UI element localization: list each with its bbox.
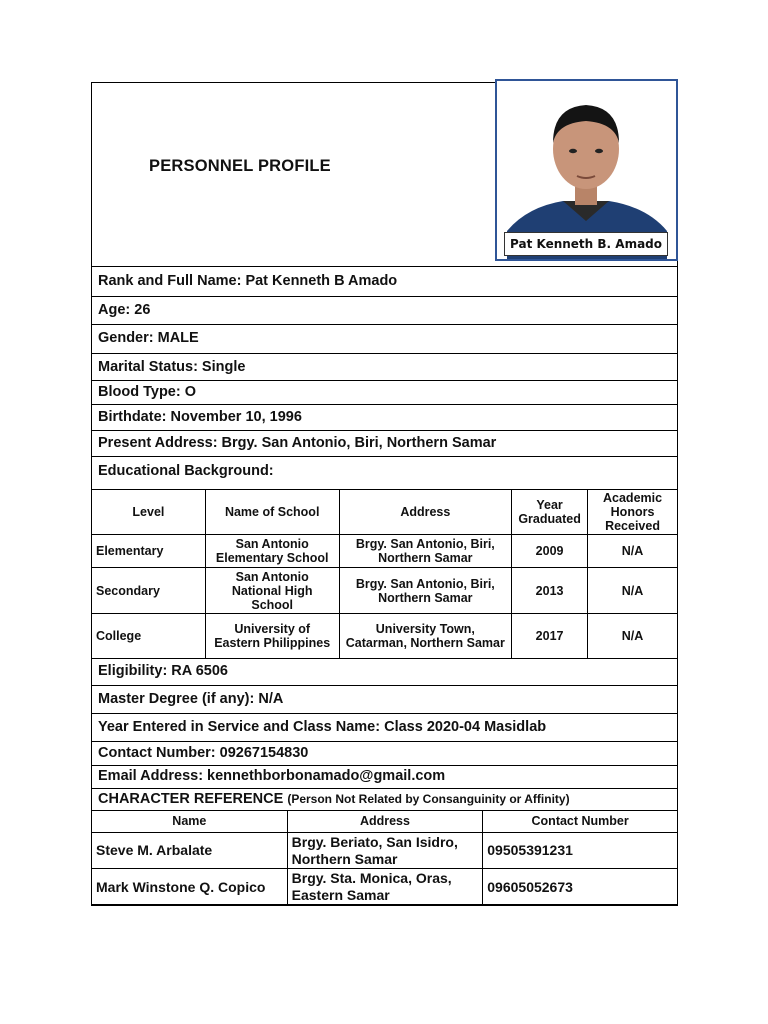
table-header-row — [92, 490, 678, 535]
table-cell: University Town, Catarman, Northern Samar — [339, 614, 512, 659]
character-reference-label: CHARACTER REFERENCE — [98, 791, 284, 807]
column-header: Academic Honors Received — [588, 490, 678, 535]
column-header: Address — [339, 490, 512, 535]
divider — [91, 765, 678, 766]
table-row — [92, 535, 678, 568]
divider — [91, 741, 678, 742]
table-cell: 2017 — [512, 614, 588, 659]
photo-caption: Pat Kenneth B. Amado — [504, 232, 668, 256]
eligibility: Eligibility: RA 6506 — [98, 663, 228, 679]
character-reference-note: (Person Not Related by Consanguinity or Affinity) — [287, 792, 570, 806]
page-title: PERSONNEL PROFILE — [149, 157, 331, 175]
table-cell: College — [92, 614, 206, 659]
divider — [91, 324, 678, 325]
marital-status: Marital Status: Single — [98, 359, 246, 375]
table-cell: 09605052673 — [483, 869, 678, 906]
table-cell: Mark Winstone Q. Copico — [92, 869, 288, 906]
table-cell: Brgy. Sta. Monica, Oras, Eastern Samar — [287, 869, 483, 906]
service-class: Year Entered in Service and Class Name: Class 2020-04 Masidlab — [98, 719, 547, 735]
column-header: Level — [92, 490, 206, 535]
table-cell: University of Eastern Philippines — [205, 614, 339, 659]
table-cell: San Antonio Elementary School — [205, 535, 339, 568]
table-cell: 09505391231 — [483, 833, 678, 869]
divider — [91, 266, 678, 267]
age: Age: 26 — [98, 302, 151, 318]
divider — [91, 685, 678, 686]
column-header: Year Graduated — [512, 490, 588, 535]
column-header: Address — [287, 811, 483, 833]
divider — [91, 713, 678, 714]
master-degree: Master Degree (if any): N/A — [98, 691, 284, 707]
character-reference-heading — [98, 791, 570, 807]
divider — [91, 404, 678, 405]
divider — [91, 430, 678, 431]
table-cell: N/A — [588, 568, 678, 614]
education-table — [91, 489, 678, 659]
table-row — [92, 568, 678, 614]
table-cell: 2013 — [512, 568, 588, 614]
table-cell: Steve M. Arbalate — [92, 833, 288, 869]
table-cell: N/A — [588, 614, 678, 659]
gender: Gender: MALE — [98, 330, 199, 346]
table-row — [92, 869, 678, 906]
divider — [91, 380, 678, 381]
divider — [91, 296, 678, 297]
divider — [91, 456, 678, 457]
contact-number: Contact Number: 09267154830 — [98, 745, 309, 761]
table-cell: Brgy. Beriato, San Isidro, Northern Samar — [287, 833, 483, 869]
table-header-row — [92, 811, 678, 833]
present-address: Present Address: Brgy. San Antonio, Biri, Northern Samar — [98, 435, 497, 451]
educational-background-heading: Educational Background: — [98, 463, 274, 479]
table-row — [92, 833, 678, 869]
rank-full-name: Rank and Full Name: Pat Kenneth B Amado — [98, 273, 398, 289]
divider — [91, 353, 678, 354]
column-header: Name of School — [205, 490, 339, 535]
table-cell: Secondary — [92, 568, 206, 614]
email-address: Email Address: kennethborbonamado@gmail.com — [98, 768, 446, 784]
divider — [91, 788, 678, 789]
table-cell: Elementary — [92, 535, 206, 568]
table-cell: Brgy. San Antonio, Biri, Northern Samar — [339, 535, 512, 568]
column-header: Name — [92, 811, 288, 833]
table-cell: Brgy. San Antonio, Biri, Northern Samar — [339, 568, 512, 614]
reference-table — [91, 810, 678, 906]
column-header: Contact Number — [483, 811, 678, 833]
blood-type: Blood Type: O — [98, 384, 197, 400]
table-row — [92, 614, 678, 659]
table-cell: 2009 — [512, 535, 588, 568]
table-cell: N/A — [588, 535, 678, 568]
birthdate: Birthdate: November 10, 1996 — [98, 409, 302, 425]
table-cell: San Antonio National High School — [205, 568, 339, 614]
